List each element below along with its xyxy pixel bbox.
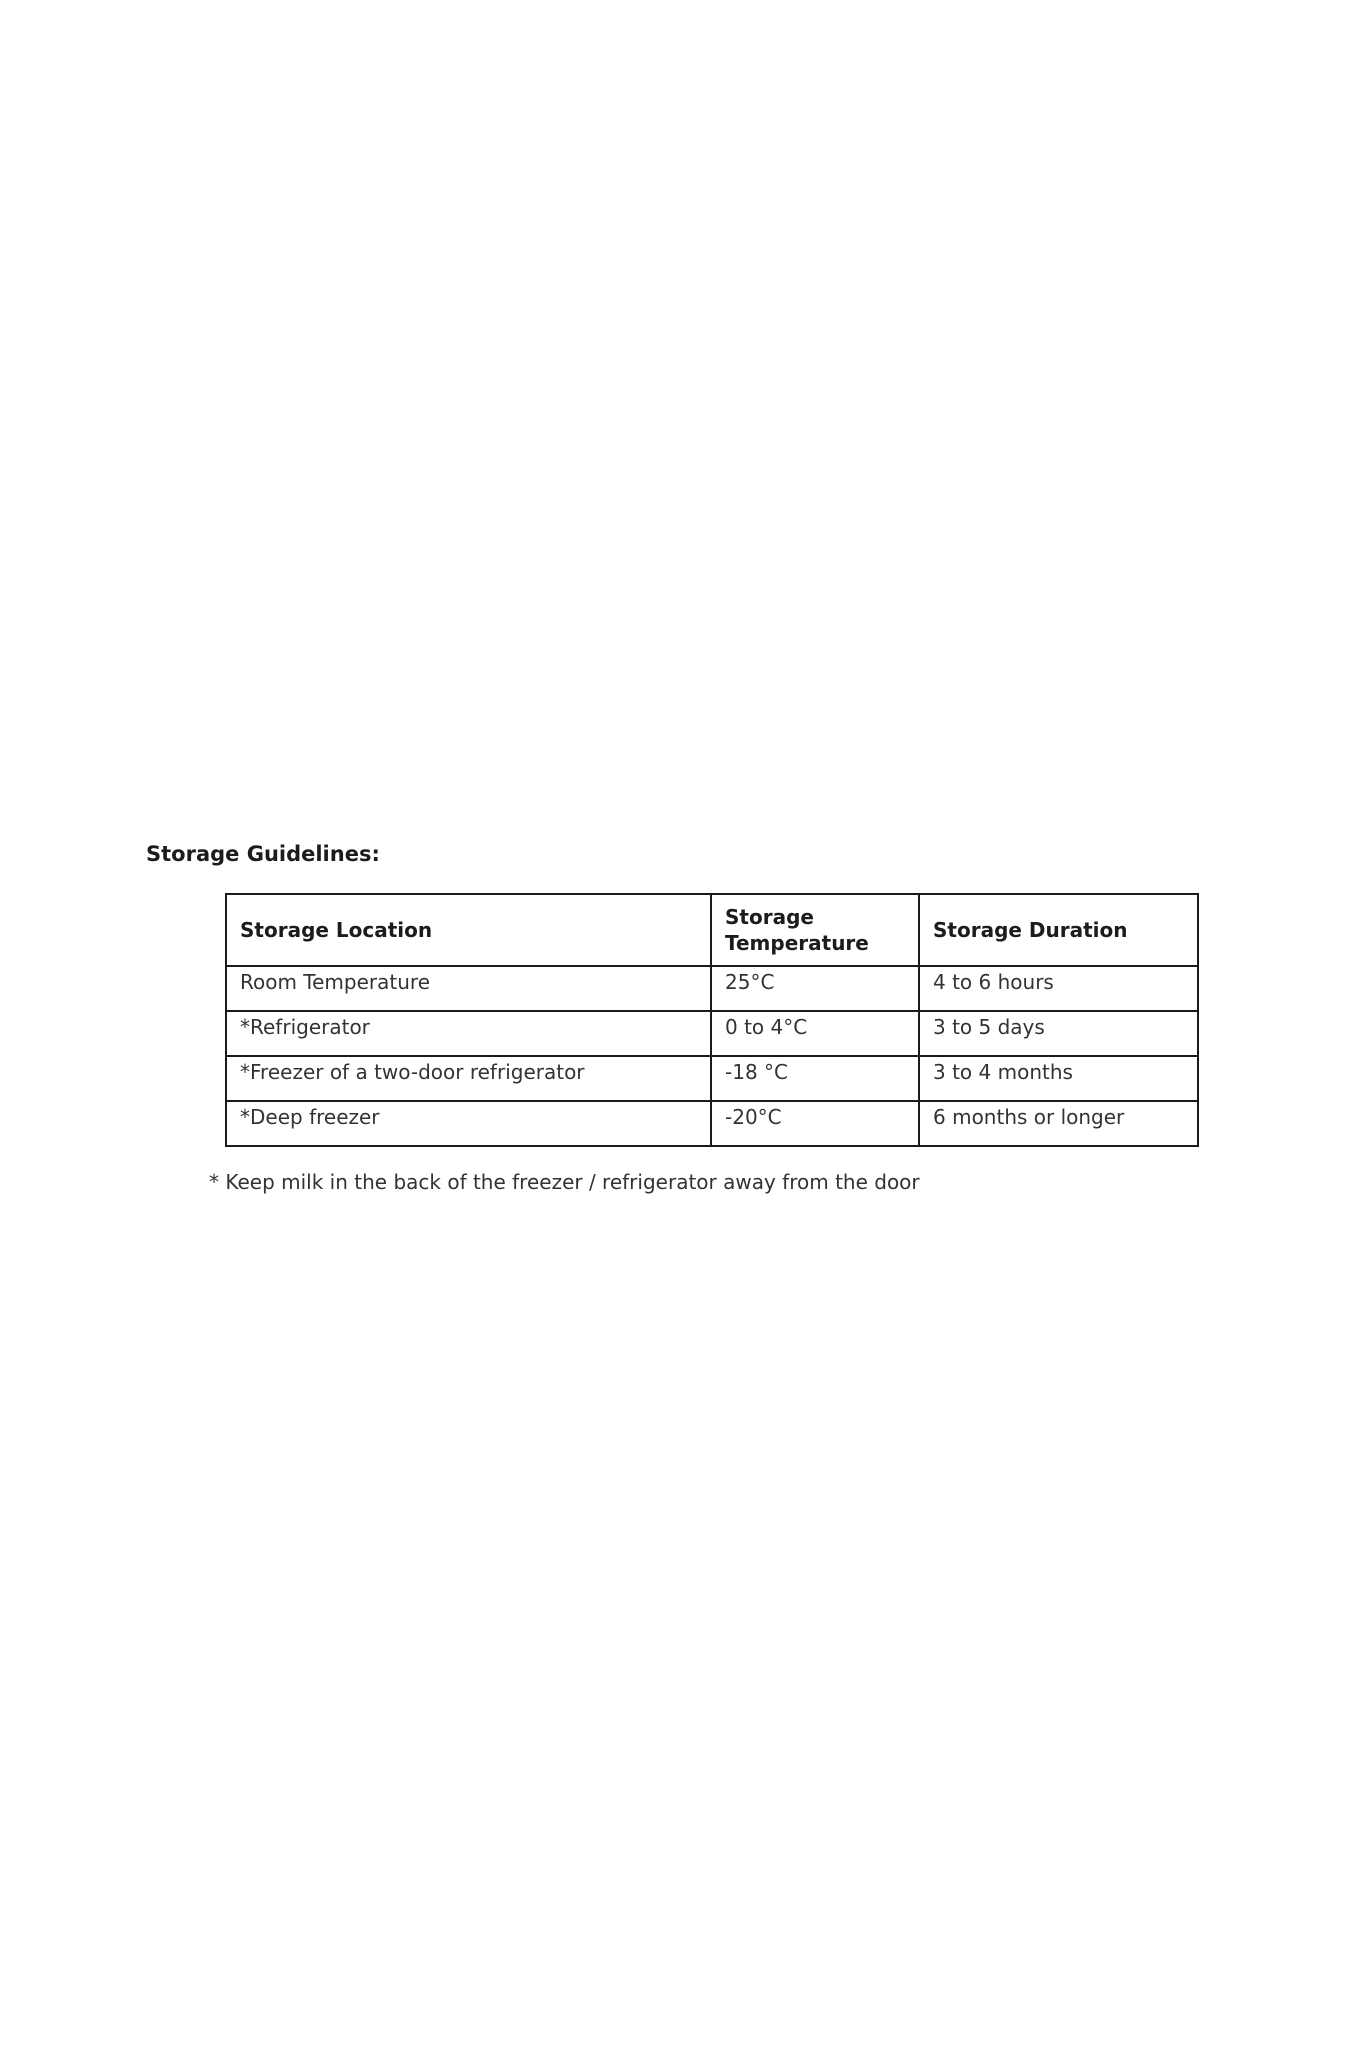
table-row: [226, 1101, 1198, 1146]
cell-location: Room Temperature: [226, 966, 711, 1011]
table-row: [226, 1011, 1198, 1056]
section-heading: Storage Guidelines:: [146, 842, 380, 866]
column-header-location: Storage Location: [226, 894, 711, 966]
table-header-row: [226, 894, 1198, 966]
cell-duration: 4 to 6 hours: [919, 966, 1198, 1011]
footnote: * Keep milk in the back of the freezer / refrigerator away from the door: [209, 1170, 920, 1194]
cell-location: *Deep freezer: [226, 1101, 711, 1146]
cell-temperature: -18 °C: [711, 1056, 919, 1101]
cell-temperature: 0 to 4°C: [711, 1011, 919, 1056]
storage-guidelines-table: [225, 893, 1199, 1147]
cell-temperature: 25°C: [711, 966, 919, 1011]
cell-duration: 6 months or longer: [919, 1101, 1198, 1146]
column-header-temperature: Storage Temperature: [711, 894, 919, 966]
cell-location: *Freezer of a two-door refrigerator: [226, 1056, 711, 1101]
cell-duration: 3 to 5 days: [919, 1011, 1198, 1056]
column-header-duration: Storage Duration: [919, 894, 1198, 966]
cell-location: *Refrigerator: [226, 1011, 711, 1056]
table-row: [226, 1056, 1198, 1101]
table-row: [226, 966, 1198, 1011]
cell-duration: 3 to 4 months: [919, 1056, 1198, 1101]
cell-temperature: -20°C: [711, 1101, 919, 1146]
